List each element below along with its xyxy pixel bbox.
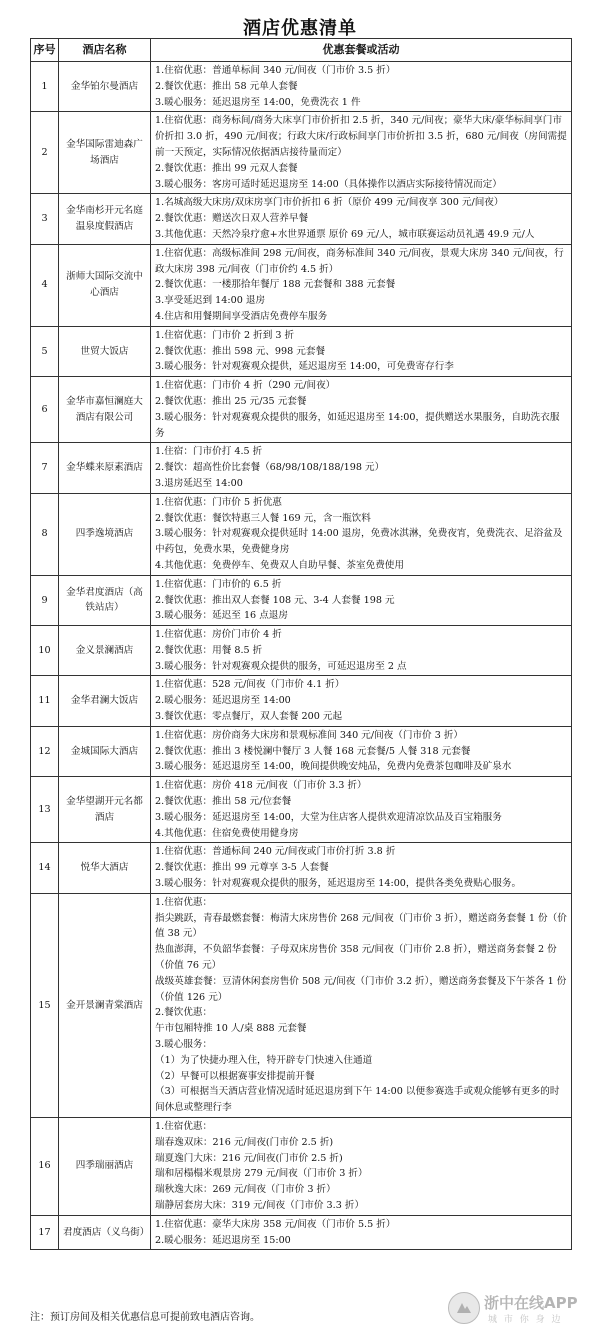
hotel-name: 金城国际大酒店 <box>59 726 151 776</box>
offer-line: 指尖跳跃，青春最燃套餐：梅清大床房售价 268 元/间夜（门市价 3 折），赠送商务套餐 1 份（价值 38 元） <box>155 912 567 940</box>
hotel-name: 金开景澜青棠酒店 <box>59 893 151 1117</box>
offer-line: 2.餐饮优惠：用餐 8.5 折 <box>155 644 263 656</box>
watermark-logo <box>448 1290 588 1330</box>
table-row <box>31 194 572 244</box>
table-row <box>31 326 572 376</box>
offer-line: 瑞夏逸门大床：216 元/间夜(门市价 2.5 折) <box>155 1152 343 1164</box>
hotel-name: 金华君度酒店（高铁站店） <box>59 575 151 625</box>
offer-line: 2.餐饮优惠：餐饮特惠三人餐 169 元，含一瓶饮料 <box>155 512 371 524</box>
offer-line: 1.住宿优惠：商务标间/商务大床享门市价折扣 2.5 折，340 元/间夜；豪华大床/豪华标间享门市价折扣 3.0 折，490 元/间夜；行政大床/行政标间享门市价折扣 3.5 折，680 元/间夜（房间需提前一天预定，实际情况依据酒店接待量而定） <box>155 115 567 158</box>
offer-line: 4.住店和用餐期间享受酒店免费停车服务 <box>155 310 328 322</box>
offer-line: 1.住宿优惠：普通标间 240 元/间夜或门市价打折 3.8 折 <box>155 846 396 858</box>
offer-line: 3.暖心服务：针对观赛观众提供的服务，可延迟退房至 2 点 <box>155 660 407 672</box>
offer-line: 1.住宿优惠：豪华大床房 358 元/间夜（门市价 5.5 折） <box>155 1218 396 1230</box>
offer-line: 1.住宿优惠：门市价 5 折优惠 <box>155 496 282 508</box>
row-number: 2 <box>31 112 59 194</box>
offer-line: 瑞和居榻榻米观景房 279 元/间夜（门市价 3 折） <box>155 1168 368 1180</box>
hotel-name: 金华国际雷迪森广场酒店 <box>59 112 151 194</box>
table-row <box>31 1215 572 1250</box>
offer-line: 1.住宿优惠：房价 418 元/间夜（门市价 3.3 折） <box>155 780 367 792</box>
row-number: 17 <box>31 1215 59 1250</box>
header-number: 序号 <box>31 39 59 62</box>
table-row <box>31 112 572 194</box>
table-row <box>31 626 572 676</box>
hotel-name: 金华望湖开元名都酒店 <box>59 777 151 843</box>
row-number: 15 <box>31 893 59 1117</box>
offer-details <box>151 112 572 194</box>
hotel-name: 四季逸境酒店 <box>59 493 151 575</box>
page-title: 酒店优惠清单 <box>243 18 357 39</box>
offer-line: 1.住宿优惠：房价商务大床房和景观标准间 340 元/间夜（门市价 3 折） <box>155 729 464 741</box>
offer-line: 3.暖心服务：针对观赛观众提供，延迟退房至 14:00，可免费寄存行李 <box>155 361 454 373</box>
offer-line: 3.暖心服务：延迟退房至 14:00，大堂为住店客人提供欢迎清凉饮品及百宝箱服务 <box>155 811 502 823</box>
offer-line: 2.餐饮：超高性价比套餐（68/98/108/188/198 元） <box>155 462 385 474</box>
hotel-name: 四季瑞丽酒店 <box>59 1118 151 1216</box>
row-number: 8 <box>31 493 59 575</box>
hotel-name: 金华君澜大饭店 <box>59 676 151 726</box>
offer-line: 热血澎湃，不负韶华套餐：子母双床房售价 358 元/间夜（门市价 2.8 折），赠送商务套餐 2 份（价值 76 元） <box>155 944 557 972</box>
offer-line: 3.暖心服务：延迟退房至 14:00，免费洗衣 1 件 <box>155 96 361 108</box>
logo-subtitle: 城 市 你 身 边 <box>488 1315 563 1325</box>
row-number: 9 <box>31 575 59 625</box>
offer-details <box>151 1118 572 1216</box>
table-row <box>31 726 572 776</box>
row-number: 13 <box>31 777 59 843</box>
offer-line: 2.餐饮优惠：推出 58 元单人套餐 <box>155 80 298 92</box>
offer-line: 2.餐饮优惠：一楼那拾年餐厅 188 元套餐和 388 元套餐 <box>155 279 396 291</box>
offer-line: 1.住宿优惠：房价门市价 4 折 <box>155 629 282 641</box>
table-row <box>31 575 572 625</box>
offer-line: 1.住宿优惠：528 元/间夜（门市价 4.1 折） <box>155 679 345 691</box>
row-number: 1 <box>31 62 59 112</box>
row-number: 11 <box>31 676 59 726</box>
footnote: 注：预订房间及相关优惠信息可提前致电酒店咨询。 <box>30 1312 260 1323</box>
offer-details <box>151 443 572 493</box>
offer-line: 1.住宿：门市价打 4.5 折 <box>155 446 263 458</box>
offer-line: 2.餐饮优惠：推出 99 元尊享 3-5 人套餐 <box>155 862 329 874</box>
offer-line: 1.住宿优惠： <box>155 896 213 908</box>
table-row <box>31 443 572 493</box>
offer-line: 2.餐饮优惠：推出 99 元双人套餐 <box>155 162 298 174</box>
offer-line: 战级英雄套餐：豆清休闲套房售价 508 元/间夜（门市价 3.2 折），赠送商务套餐及下午茶各 1 份（价值 126 元） <box>155 975 567 1003</box>
offer-line: 1.住宿优惠：门市价的 6.5 折 <box>155 578 282 590</box>
offer-line: 3.暖心服务：针对观赛观众提供的服务，如延迟退房至 14:00，提供赠送水果服务，自助洗衣服务 <box>155 411 560 439</box>
offer-details <box>151 893 572 1117</box>
header-offer: 优惠套餐或活动 <box>151 39 572 62</box>
table-row <box>31 777 572 843</box>
offer-line: 1.名城高级大床房/双床房享门市价折扣 6 折（原价 499 元/间夜享 300 元/间夜） <box>155 197 504 209</box>
offer-line: 2.餐饮优惠： <box>155 1007 213 1019</box>
offer-line: 1.住宿优惠：门市价 4 折（290 元/间夜） <box>155 380 336 392</box>
row-number: 4 <box>31 244 59 326</box>
offer-line: （1）为了快捷办理入住，特开辟专门快速入住通道 <box>155 1054 373 1066</box>
logo-text: 浙中在线APP <box>484 1294 578 1312</box>
offer-line: 1.住宿优惠：普通单标间 340 元/间夜（门市价 3.5 折） <box>155 65 396 76</box>
offer-line: 3.享受延迟到 14:00 退房 <box>155 295 266 307</box>
offer-line: 瑞静居套房大床：319 元/间夜（门市价 3.3 折） <box>155 1199 365 1211</box>
hotel-name: 金华南杉开元名庭温泉度假酒店 <box>59 194 151 244</box>
offer-line: 3.餐饮优惠：零点餐厅，双人套餐 200 元起 <box>155 711 343 723</box>
offer-details <box>151 1215 572 1250</box>
row-number: 7 <box>31 443 59 493</box>
row-number: 5 <box>31 326 59 376</box>
offer-details <box>151 326 572 376</box>
offer-line: 1.住宿优惠： <box>155 1121 213 1132</box>
row-number: 10 <box>31 626 59 676</box>
table-row <box>31 843 572 893</box>
hotel-name: 君度酒店（义乌街） <box>59 1215 151 1250</box>
offer-details <box>151 377 572 443</box>
offer-line: 3.暖心服务：针对观赛观众提供延时 14:00 退房，免费冰淇淋，免费夜宵，免费洗衣、足浴盆及中药包，免费水果，免费健身房 <box>155 528 563 556</box>
hotel-name: 金义景澜酒店 <box>59 626 151 676</box>
offer-details <box>151 726 572 776</box>
header-hotel-name: 酒店名称 <box>59 39 151 62</box>
offer-line: 3.暖心服务： <box>155 1039 213 1051</box>
logo-icon <box>448 1292 480 1324</box>
hotel-name: 金华蝶来原素酒店 <box>59 443 151 493</box>
hotel-name: 悦华大酒店 <box>59 843 151 893</box>
offer-line: 3.暖心服务：针对观赛观众提供的服务，延迟退房至 14:00，提供各类免费贴心服务。 <box>155 878 522 890</box>
offer-details <box>151 493 572 575</box>
offer-line: 4.其他优惠：免费停车、免费双人自助早餐、茶室免费使用 <box>155 559 404 571</box>
table-row <box>31 244 572 326</box>
offer-line: 2.餐饮优惠：推出双人套餐 108 元、3-4 人套餐 198 元 <box>155 594 395 606</box>
offer-line: 2.餐饮优惠：推出 58 元/位套餐 <box>155 796 292 808</box>
hotel-discount-table <box>30 38 572 1250</box>
hotel-name: 浙师大国际交流中心酒店 <box>59 244 151 326</box>
offer-line: 2.餐饮优惠：推出 25 元/35 元套餐 <box>155 395 307 407</box>
offer-line: 1.住宿优惠：门市价 2 折到 3 折 <box>155 329 295 341</box>
offer-line: 3.其他优惠：天然冷泉疗愈+水世界通票 原价 69 元/人，城市联赛运动员礼遇 49.9 元/人 <box>155 228 535 240</box>
row-number: 12 <box>31 726 59 776</box>
offer-line: 3.暖心服务：延迟至 16 点退房 <box>155 610 288 622</box>
offer-details <box>151 843 572 893</box>
offer-line: 瑞秋逸大床：269 元/间夜（门市价 3 折） <box>155 1184 336 1196</box>
table-row <box>31 62 572 112</box>
offer-details <box>151 626 572 676</box>
offer-line: （3）可根据当天酒店营业情况适时延迟退房到下午 14:00 以便参赛选手或观众能够有更多的时间休息或整理行李 <box>155 1086 560 1114</box>
offer-line: 1.住宿优惠：高级标准间 298 元/间夜，商务标准间 340 元/间夜，景观大床房 340 元/间夜，行政大床房 398 元/间夜（门市价约 4.5 折） <box>155 247 564 275</box>
row-number: 3 <box>31 194 59 244</box>
offer-line: 2.餐饮优惠：推出 598 元、998 元套餐 <box>155 345 326 357</box>
offer-line: 3.退房延迟至 14:00 <box>155 477 243 489</box>
offer-line: 午市包厢特推 10 人/桌 888 元套餐 <box>155 1023 307 1035</box>
offer-line: 3.暖心服务：客房可适时延迟退房至 14:00（具体操作以酒店实际接待情况而定） <box>155 178 502 190</box>
offer-line: 2.暖心服务：延迟退房至 15:00 <box>155 1234 291 1246</box>
offer-line: 3.暖心服务：延迟退房至 14:00，晚间提供晚安炖品，免费内免费茶包咖啡及矿泉水 <box>155 761 512 773</box>
offer-details <box>151 194 572 244</box>
row-number: 14 <box>31 843 59 893</box>
table-row <box>31 893 572 1117</box>
table-header-row <box>31 39 572 62</box>
hotel-name: 金华铂尔曼酒店 <box>59 62 151 112</box>
offer-line: 2.暖心服务：延迟退房至 14:00 <box>155 695 291 707</box>
offer-line: 瑞春逸双床：216 元/间夜(门市价 2.5 折) <box>155 1136 334 1148</box>
offer-line: 4.其他优惠：住宿免费使用健身房 <box>155 827 299 839</box>
table-row <box>31 377 572 443</box>
offer-details <box>151 575 572 625</box>
offer-line: 2.餐饮优惠：赠送次日双人营养早餐 <box>155 213 309 225</box>
offer-line: （2）早餐可以根据赛事安排提前开餐 <box>155 1070 315 1082</box>
row-number: 16 <box>31 1118 59 1216</box>
hotel-name: 金华市嘉恒澜庭大酒店有限公司 <box>59 377 151 443</box>
offer-details <box>151 777 572 843</box>
offer-line: 2.餐饮优惠：推出 3 楼悦澜中餐厅 3 人餐 168 元套餐/5 人餐 318 元套餐 <box>155 745 471 757</box>
offer-details <box>151 244 572 326</box>
offer-details <box>151 676 572 726</box>
hotel-name: 世贸大饭店 <box>59 326 151 376</box>
table-row <box>31 1118 572 1216</box>
row-number: 6 <box>31 377 59 443</box>
table-row <box>31 676 572 726</box>
offer-details <box>151 62 572 112</box>
table-row <box>31 493 572 575</box>
